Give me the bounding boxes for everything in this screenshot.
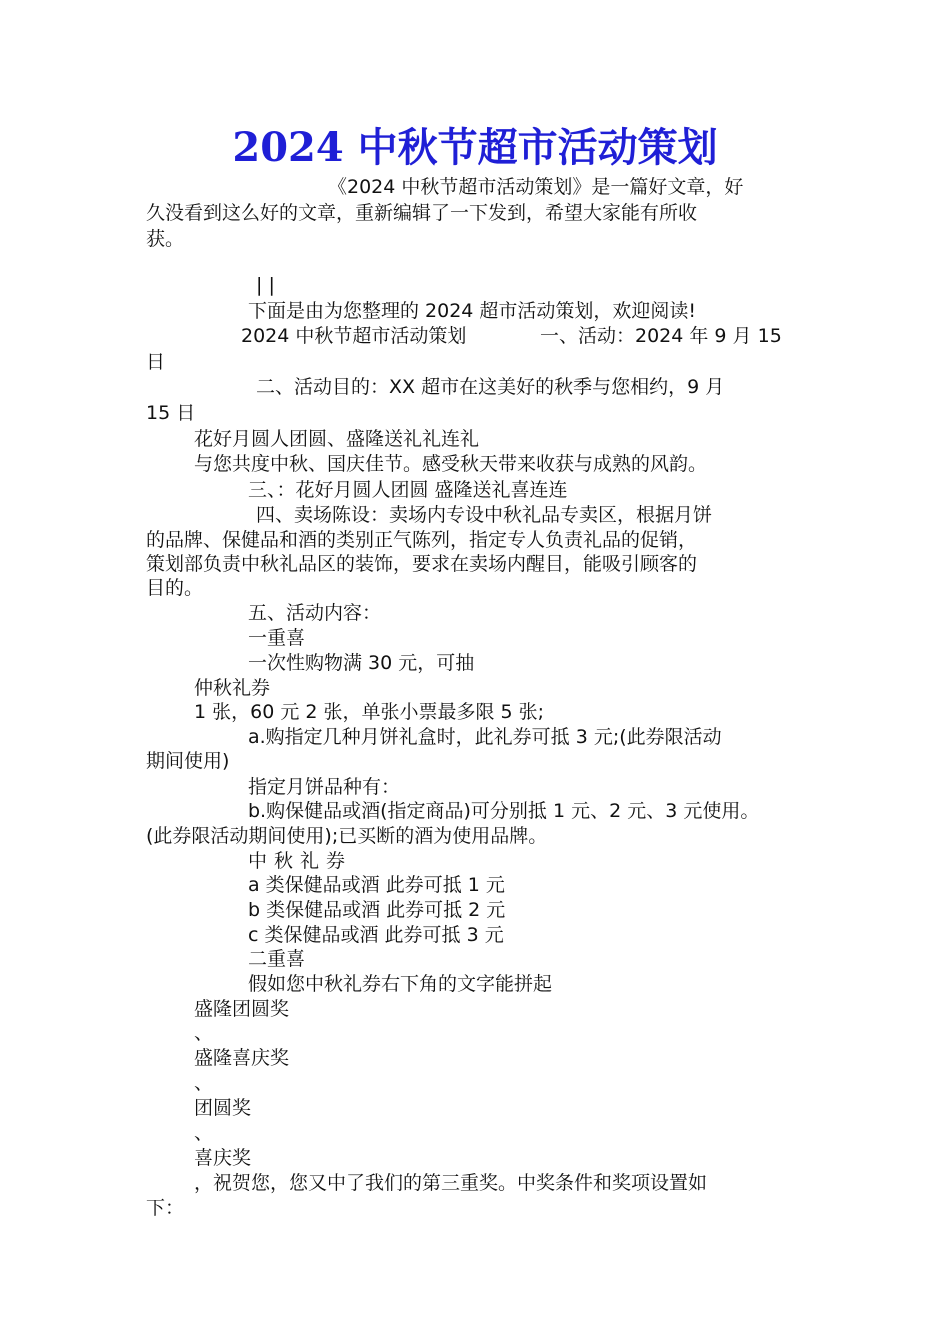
- rule-b-line-1: b.购保健品或酒(指定商品)可分别抵 1 元、2 元、3 元使用。: [248, 800, 760, 822]
- theme-line: 三、：花好月圆人团圆 盛隆送礼喜连连: [248, 479, 568, 501]
- purpose-line-2: 15 日: [146, 402, 196, 424]
- intro-line-1: 《2024 中秋节超市活动策划》是一篇好文章，好: [328, 176, 744, 198]
- mooncake-list-line: 指定月饼品种有：: [248, 776, 401, 798]
- coupon-type-b: b 类保健品或酒 此券可抵 2 元: [248, 899, 506, 921]
- layout-line-2: 的品牌、保健品和酒的类别正气陈列，指定专人负责礼品的促销，: [146, 529, 698, 551]
- prize2-text: 假如您中秋礼券右下角的文字能拼起: [248, 973, 553, 995]
- coupon-limit: 1 张，60 元 2 张，单张小票最多限 5 张;: [194, 701, 545, 723]
- award-separator-2: 、: [194, 1072, 214, 1094]
- purpose-line-3: 花好月圆人团圆、盛隆送礼礼连礼: [194, 428, 480, 450]
- activity-date-tail: 日: [146, 351, 166, 373]
- lead-line: 下面是由为您整理的 2024 超市活动策划，欢迎阅读!: [248, 300, 697, 322]
- purpose-line-1: 二、活动目的：XX 超市在这美好的秋季与您相约，9 月: [256, 376, 725, 398]
- layout-line-3: 策划部负责中秋礼品区的装饰，要求在卖场内醒目，能吸引顾客的: [146, 553, 698, 575]
- award-separator-1: 、: [194, 1022, 214, 1044]
- intro-line-3: 获。: [146, 228, 185, 250]
- prize2-heading: 二重喜: [248, 948, 306, 970]
- coupon-heading-spaced: 中秋礼券: [248, 850, 353, 872]
- coupon-type-c: c 类保健品或酒 此券可抵 3 元: [248, 924, 504, 946]
- award-separator-3: 、: [194, 1122, 214, 1144]
- rule-b-line-2: (此券限活动期间使用);已买断的酒为使用品牌。: [146, 825, 548, 847]
- prize1-text: 一次性购物满 30 元，可抽: [248, 652, 475, 674]
- rule-a-line-2: 期间使用): [146, 750, 230, 772]
- separator-bars: | |: [256, 274, 275, 296]
- content-heading: 五、活动内容：: [248, 602, 382, 624]
- document-title: 2024 中秋节超市活动策划: [232, 124, 718, 171]
- closing-line-2: 下：: [146, 1197, 185, 1219]
- activity-date-line: 一、活动：2024 年 9 月 15: [540, 325, 782, 347]
- layout-line-4: 目的。: [146, 577, 204, 599]
- award-2: 盛隆喜庆奖: [194, 1047, 290, 1069]
- award-1: 盛隆团圆奖: [194, 998, 290, 1020]
- purpose-line-4: 与您共度中秋、国庆佳节。感受秋天带来收获与成熟的风韵。: [194, 453, 708, 475]
- award-3: 团圆奖: [194, 1097, 252, 1119]
- rule-a-line-1: a.购指定几种月饼礼盒时，此礼券可抵 3 元;(此券限活动: [248, 726, 722, 748]
- coupon-name: 仲秋礼券: [194, 677, 271, 699]
- prize1-heading: 一重喜: [248, 627, 306, 649]
- coupon-type-a: a 类保健品或酒 此券可抵 1 元: [248, 874, 505, 896]
- intro-line-2: 久没看到这么好的文章，重新编辑了一下发到，希望大家能有所收: [146, 202, 698, 224]
- layout-line-1: 四、卖场陈设：卖场内专设中秋礼品专卖区，根据月饼: [256, 504, 713, 526]
- award-4: 喜庆奖: [194, 1147, 252, 1169]
- closing-line-1: ，祝贺您，您又中了我们的第三重奖。中奖条件和奖项设置如: [194, 1172, 708, 1194]
- section-heading: 2024 中秋节超市活动策划: [241, 325, 467, 347]
